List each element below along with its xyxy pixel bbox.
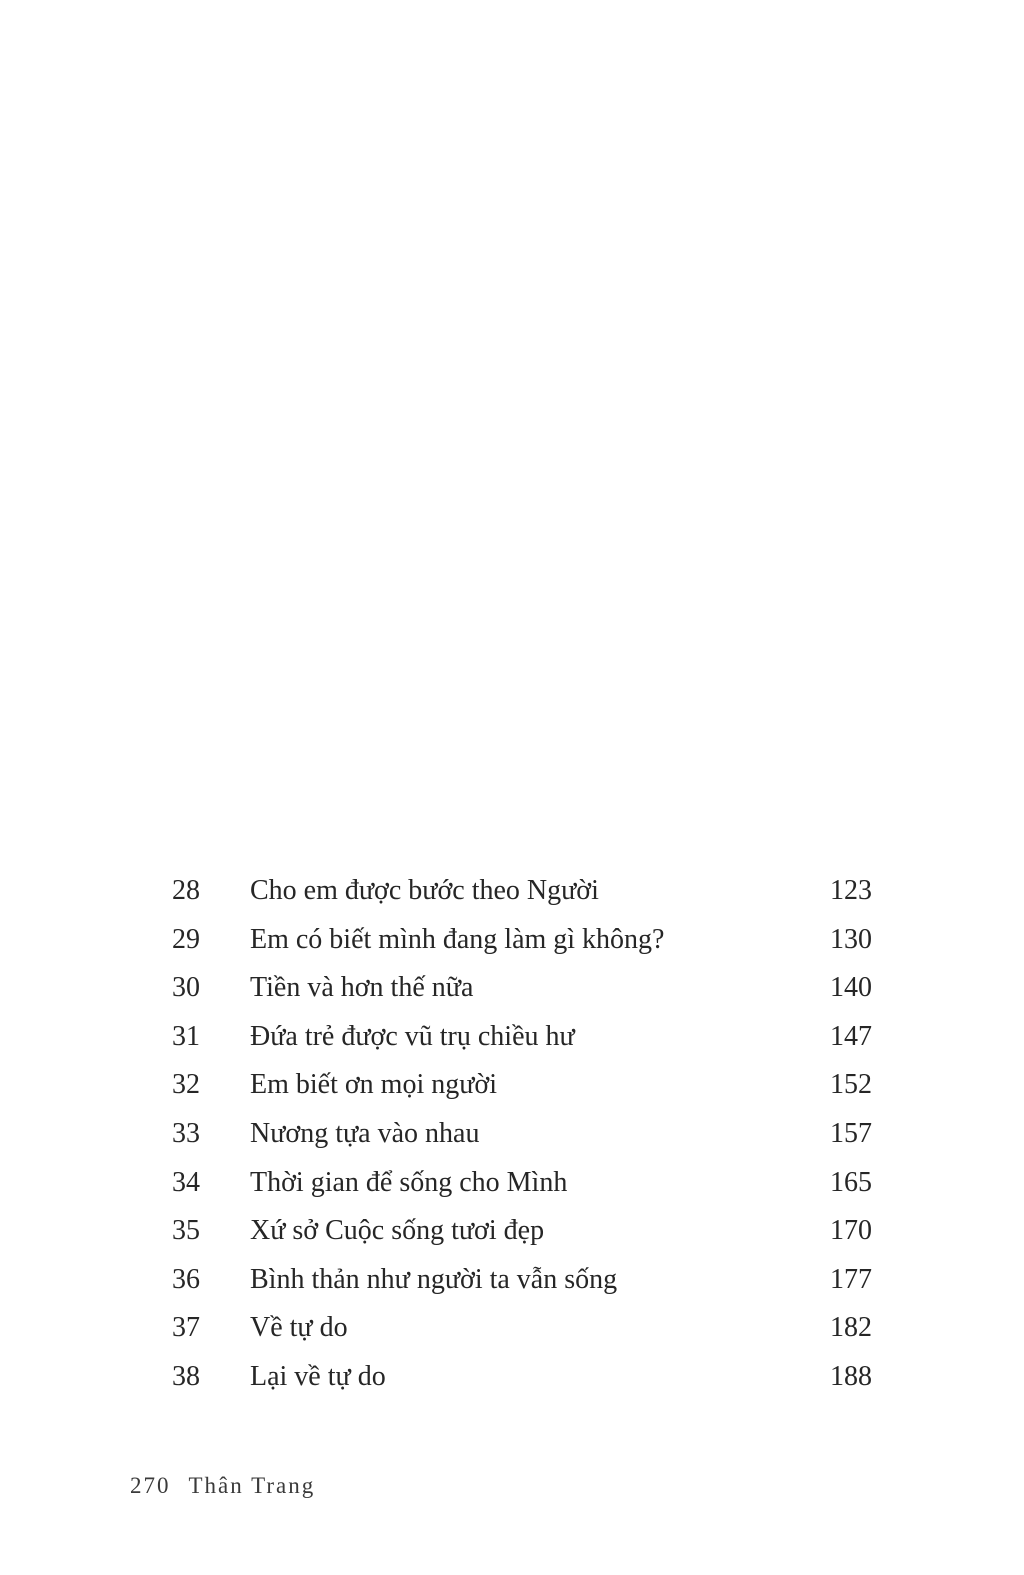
toc-entry-row xyxy=(172,1013,872,1062)
chapter-page-number: 140 xyxy=(830,972,872,1004)
toc-entry-row xyxy=(172,1353,872,1402)
toc-entry-row xyxy=(172,1110,872,1159)
chapter-title: Cho em được bước theo Người xyxy=(250,875,599,906)
chapter-page-number: 188 xyxy=(830,1360,872,1392)
chapter-title: Tiền và hơn thế nữa xyxy=(250,972,474,1004)
chapter-page-number: 177 xyxy=(830,1263,872,1295)
chapter-title: Đứa trẻ được vũ trụ chiều hư xyxy=(250,1020,575,1052)
chapter-title: Lại về tự do xyxy=(250,1360,386,1392)
chapter-title: Em có biết mình đang làm gì không? xyxy=(250,923,665,955)
toc-entry-row xyxy=(172,1207,872,1256)
chapter-number: 32 xyxy=(172,1069,200,1101)
chapter-number: 38 xyxy=(172,1360,200,1392)
chapter-title: Thời gian để sống cho Mình xyxy=(250,1166,568,1198)
chapter-number: 36 xyxy=(172,1263,200,1295)
chapter-page-number: 123 xyxy=(830,875,872,906)
chapter-title: Về tự do xyxy=(250,1312,348,1344)
toc-entry-row xyxy=(172,867,872,916)
chapter-number: 33 xyxy=(172,1117,200,1149)
chapter-number: 28 xyxy=(172,875,200,906)
chapter-number: 30 xyxy=(172,972,200,1004)
chapter-number: 37 xyxy=(172,1312,200,1344)
chapter-page-number: 152 xyxy=(830,1069,872,1101)
chapter-number: 31 xyxy=(172,1020,200,1052)
toc-entry-row xyxy=(172,1159,872,1208)
toc-entry-row xyxy=(172,964,872,1013)
chapter-number: 34 xyxy=(172,1166,200,1198)
chapter-page-number: 130 xyxy=(830,923,872,955)
toc-entry-row xyxy=(172,1061,872,1110)
chapter-page-number: 170 xyxy=(830,1215,872,1247)
chapter-title: Xứ sở Cuộc sống tươi đẹp xyxy=(250,1215,545,1247)
toc-entry-row xyxy=(172,1304,872,1353)
running-title: Thân Trang xyxy=(188,1473,316,1498)
toc-entry-row xyxy=(172,916,872,965)
chapter-number: 29 xyxy=(172,923,200,955)
chapter-title: Em biết ơn mọi người xyxy=(250,1069,497,1101)
folio-page-number: 270 xyxy=(130,1473,171,1498)
chapter-page-number: 147 xyxy=(830,1020,872,1052)
page-footer xyxy=(130,1473,315,1499)
chapter-page-number: 165 xyxy=(830,1166,872,1198)
chapter-title: Nương tựa vào nhau xyxy=(250,1117,480,1149)
chapter-number: 35 xyxy=(172,1215,200,1247)
chapter-page-number: 182 xyxy=(830,1312,872,1344)
chapter-title: Bình thản như người ta vẫn sống xyxy=(250,1263,618,1295)
table-of-contents xyxy=(172,867,872,1402)
toc-entry-row xyxy=(172,1256,872,1305)
chapter-page-number: 157 xyxy=(830,1117,872,1149)
